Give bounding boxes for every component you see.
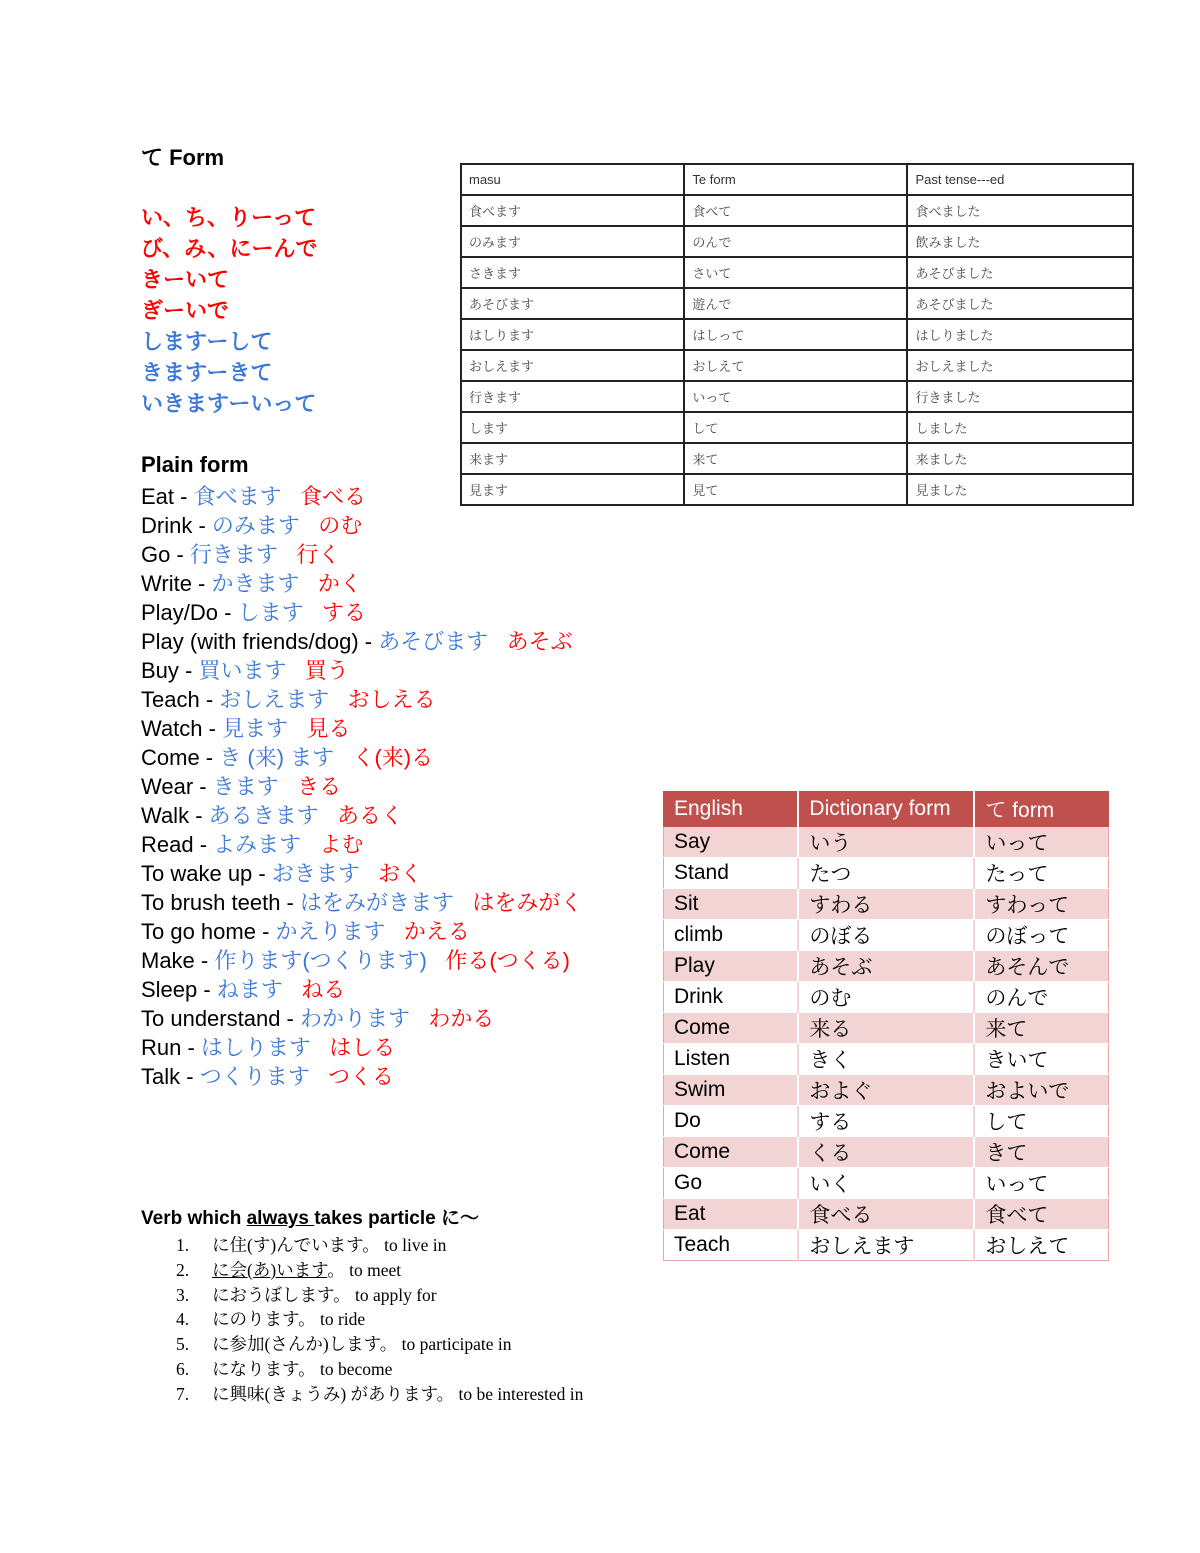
verb-english: To understand [141,1006,281,1031]
verb-plain: 作る(つくる) [445,948,571,973]
verb-english: Come [141,745,200,770]
te-form-table [663,791,1109,1261]
verb-separator: - [192,513,212,538]
table-cell: Listen [664,1044,799,1075]
table-cell: いって [974,1168,1108,1199]
table-cell: およぐ [798,1075,974,1106]
particle-heading-post: takes particle に〜 [314,1208,479,1229]
verb-english: Talk [141,1064,181,1089]
table-row [664,982,1109,1013]
verb-english: Drink [141,513,193,538]
table-row [664,1044,1109,1075]
verb-english: Buy [141,658,179,683]
table-cell: 見て [684,474,907,505]
verb-masu: 行きます [189,542,278,567]
verb-separator: - [280,890,300,915]
table-cell: あそびました [907,288,1133,319]
table-cell: はしって [684,319,907,350]
rule-line: きますーきて [141,360,273,385]
verb-masu: わかります [300,1006,411,1031]
verb-plain: 行く [296,542,341,567]
table-cell: Eat [664,1199,799,1230]
verb-row [141,540,582,569]
table-cell: いって [974,827,1108,858]
verb-english: Wear [141,774,194,799]
table-cell: Sit [664,889,799,920]
table-cell: たって [974,858,1108,889]
table-cell: 来る [798,1013,974,1044]
verb-plain: よむ [319,832,364,857]
table-row [664,858,1109,889]
plain-form-list [141,482,582,1091]
table-cell: Go [664,1168,799,1199]
verb-plain: おく [378,861,423,886]
verb-separator: - [218,600,238,625]
rule-line: いきますーいって [141,391,317,416]
verb-english: To go home [141,919,256,944]
table-cell: はしりました [907,319,1133,350]
rule-line: び、み、にーんで [141,236,318,261]
masu-conjugation-table [460,163,1134,506]
list-item [176,1332,583,1357]
verb-row [141,714,582,743]
list-item [176,1233,583,1258]
rule-line: きーいて [141,267,230,292]
particle-meaning: to participate in [401,1334,512,1355]
particle-verb: に興味(きょうみ) があります。 [212,1383,455,1404]
verb-masu: はをみがきます [300,890,455,915]
list-number: 6. [176,1358,190,1379]
verb-row [141,743,582,772]
list-number: 2. [176,1259,190,1280]
verb-masu: きます [212,774,279,799]
verb-english: Teach [141,687,200,712]
verb-english: Sleep [141,977,198,1002]
table-cell: およいで [974,1075,1108,1106]
verb-row [141,569,582,598]
table-cell: のぼる [798,920,974,951]
table-cell: 飲みました [907,226,1133,257]
verb-separator: - [202,716,223,741]
table-cell: 行きました [907,381,1133,412]
verb-masu: のみます [211,513,300,538]
verb-plain: はをみがく [472,890,583,915]
particle-heading-pre: Verb which [141,1208,247,1229]
masu-table-header-cell: masu [461,164,684,195]
table-cell: さいて [684,257,907,288]
verb-separator: - [194,948,215,973]
table-cell: Say [664,827,799,858]
verb-row [141,917,582,946]
verb-row [141,598,582,627]
verb-row [141,685,582,714]
verb-separator: - [199,745,220,770]
verb-separator: - [189,803,209,828]
table-cell: 来て [974,1013,1108,1044]
verb-masu: き (来) ます [219,745,335,770]
masu-table-header-row [461,164,1133,195]
verb-masu: はしります [200,1035,311,1060]
verb-plain: わかる [428,1006,495,1031]
verb-masu: おきます [271,861,360,886]
table-cell: します [461,412,684,443]
te-table-header-cell: English [664,792,799,827]
verb-separator: - [197,977,217,1002]
table-row [461,319,1133,350]
verb-row [141,830,582,859]
table-cell: Teach [664,1230,799,1261]
table-cell: おしえて [974,1230,1108,1261]
table-cell: おしえました [907,350,1133,381]
page-title: て Form [141,145,225,170]
table-cell: いく [798,1168,974,1199]
te-table-header-row [664,792,1109,827]
verb-plain: 見る [306,716,351,741]
particle-verb: に参加(さんか)します。 [212,1334,398,1355]
table-row [664,1199,1109,1230]
verb-masu: します [237,600,304,625]
table-row [461,288,1133,319]
table-cell: すわって [974,889,1108,920]
rule-line: しますーして [141,329,273,354]
verb-english: Run [141,1035,182,1060]
table-cell: しました [907,412,1133,443]
rule-line: い、ち、りーって [141,205,317,230]
particle-meaning: to meet [349,1259,402,1280]
table-cell: 見ました [907,474,1133,505]
verb-separator: - [170,542,190,567]
verb-separator: - [181,1035,201,1060]
verb-masu: よみます [213,832,302,857]
table-row [461,257,1133,288]
table-cell: くる [798,1137,974,1168]
table-row [664,1168,1109,1199]
list-item [176,1357,583,1382]
table-cell: おしえて [684,350,907,381]
table-cell: 来ます [461,443,684,474]
verb-english: Read [141,832,194,857]
list-number: 7. [176,1383,190,1404]
particle-verb-end: 。 [327,1259,345,1280]
verb-separator: - [255,919,276,944]
table-cell: すわる [798,889,974,920]
verb-english: Play/Do [141,600,219,625]
verb-plain: きる [297,774,342,799]
verb-masu: 買います [198,658,287,683]
particle-meaning: to become [319,1358,393,1379]
table-row [664,920,1109,951]
table-cell: Drink [664,982,799,1013]
table-cell: 来て [684,443,907,474]
verb-row [141,801,582,830]
table-cell: あそぶ [798,951,974,982]
table-cell: 食べる [798,1199,974,1230]
verb-plain: ねる [301,977,346,1002]
verb-masu: あそびます [378,629,489,654]
verb-english: Walk [141,803,190,828]
table-cell: 食べて [684,195,907,226]
table-row [664,1106,1109,1137]
list-number: 5. [176,1334,190,1355]
table-cell: 見ます [461,474,684,505]
table-cell: のぼって [974,920,1108,951]
verb-english: Play (with friends/dog) [141,629,359,654]
table-cell: きいて [974,1044,1108,1075]
verb-english: Go [141,542,171,567]
table-cell: Play [664,951,799,982]
table-cell: きく [798,1044,974,1075]
table-cell: おしえます [798,1230,974,1261]
particle-heading [141,1203,479,1230]
particle-verb: におうぼします。 [212,1284,351,1305]
verb-row [141,772,582,801]
table-cell: あそびます [461,288,684,319]
table-row [461,381,1133,412]
verb-separator: - [280,1006,300,1031]
particle-verb: になります。 [212,1358,316,1379]
verb-masu: かえります [275,919,386,944]
te-table-header-cell: て form [974,792,1108,827]
table-cell: 食べます [461,195,684,226]
verb-separator: - [193,832,214,857]
table-cell: 食べました [907,195,1133,226]
verb-english: Make [141,948,195,973]
particle-verb: にのります。 [212,1309,316,1330]
verb-row [141,946,582,975]
plain-form-heading: Plain form [141,452,249,477]
verb-separator: - [252,861,272,886]
verb-row [141,511,582,540]
te-table-header-cell: Dictionary form [798,792,974,827]
table-row [461,412,1133,443]
verb-separator: - [191,571,212,596]
table-cell: 食べて [974,1199,1108,1230]
verb-english: Eat [141,484,175,509]
table-row [461,195,1133,226]
table-cell: はしります [461,319,684,350]
table-row [664,951,1109,982]
particle-verb: に会(あ)います [212,1259,328,1280]
list-item [176,1307,583,1332]
table-cell: いう [798,827,974,858]
table-row [664,1230,1109,1261]
verb-plain: かく [317,571,362,596]
verb-masu: かきます [211,571,300,596]
table-row [664,1137,1109,1168]
verb-plain: あそぶ [506,629,573,654]
verb-row [141,859,582,888]
table-cell: 遊んで [684,288,907,319]
verb-row [141,656,582,685]
verb-separator: - [358,629,379,654]
particle-meaning: to live in [384,1235,447,1255]
table-cell: あそびました [907,257,1133,288]
verb-plain: く(来)る [352,745,434,770]
particle-heading-always: always [246,1208,315,1229]
particle-meaning: to be interested in [458,1383,584,1404]
table-row [664,1075,1109,1106]
table-cell: おしえます [461,350,684,381]
table-cell: Swim [664,1075,799,1106]
verb-separator: - [174,484,194,509]
table-cell: する [798,1106,974,1137]
verb-plain: のむ [318,513,363,538]
table-cell: して [684,412,907,443]
te-form-rules [141,202,317,419]
masu-table-header-cell: Te form [684,164,907,195]
verb-english: Watch [141,716,203,741]
table-cell: きて [974,1137,1108,1168]
verb-separator: - [178,658,199,683]
verb-plain: する [321,600,366,625]
verb-row [141,1062,582,1091]
table-cell: いって [684,381,907,412]
masu-table-header-cell: Past tense---ed [907,164,1133,195]
table-row [461,474,1133,505]
list-number: 4. [176,1309,190,1330]
verb-row [141,1033,582,1062]
verb-plain: あるく [337,803,404,828]
table-cell: のんで [684,226,907,257]
table-cell: 行きます [461,381,684,412]
verb-english: To brush teeth [141,890,281,915]
table-row [461,443,1133,474]
particle-verb: に住(す)んでいます。 [212,1235,380,1255]
verb-masu: 見ます [222,716,289,741]
verb-masu: つくります [199,1064,310,1089]
verb-plain: かえる [403,919,470,944]
verb-plain: 食べる [299,484,366,509]
table-cell: のんで [974,982,1108,1013]
verb-masu: 作ります(つくります) [214,948,428,973]
verb-masu: あるきます [208,803,319,828]
list-item [176,1283,583,1308]
table-cell: Come [664,1137,799,1168]
rule-line: ぎーいで [141,298,230,323]
verb-plain: つくる [328,1064,395,1089]
table-row [664,1013,1109,1044]
table-cell: たつ [798,858,974,889]
verb-plain: おしえる [347,687,436,712]
table-cell: のみます [461,226,684,257]
verb-separator: - [193,774,213,799]
list-item [176,1258,583,1283]
verb-plain: はしる [329,1035,396,1060]
verb-english: To wake up [141,861,253,886]
list-number: 3. [176,1284,190,1305]
verb-separator: - [180,1064,200,1089]
verb-row [141,975,582,1004]
verb-row [141,1004,582,1033]
table-row [461,350,1133,381]
verb-row [141,627,582,656]
verb-english: Write [141,571,192,596]
verb-row [141,888,582,917]
particle-meaning: to ride [319,1309,366,1330]
table-cell: Do [664,1106,799,1137]
table-row [461,226,1133,257]
verb-separator: - [199,687,220,712]
table-row [664,827,1109,858]
table-cell: Come [664,1013,799,1044]
verb-masu: おしえます [219,687,330,712]
list-number: 1. [176,1235,190,1255]
list-item [176,1382,583,1407]
verb-masu: 食べます [193,484,282,509]
table-cell: Stand [664,858,799,889]
table-cell: さきます [461,257,684,288]
table-cell: して [974,1106,1108,1137]
particle-verb-list [176,1233,583,1407]
table-cell: あそんで [974,951,1108,982]
table-cell: climb [664,920,799,951]
verb-plain: 買う [304,658,349,683]
table-row [664,889,1109,920]
table-cell: 来ました [907,443,1133,474]
particle-meaning: to apply for [354,1284,437,1305]
table-cell: のむ [798,982,974,1013]
verb-masu: ねます [216,977,283,1002]
